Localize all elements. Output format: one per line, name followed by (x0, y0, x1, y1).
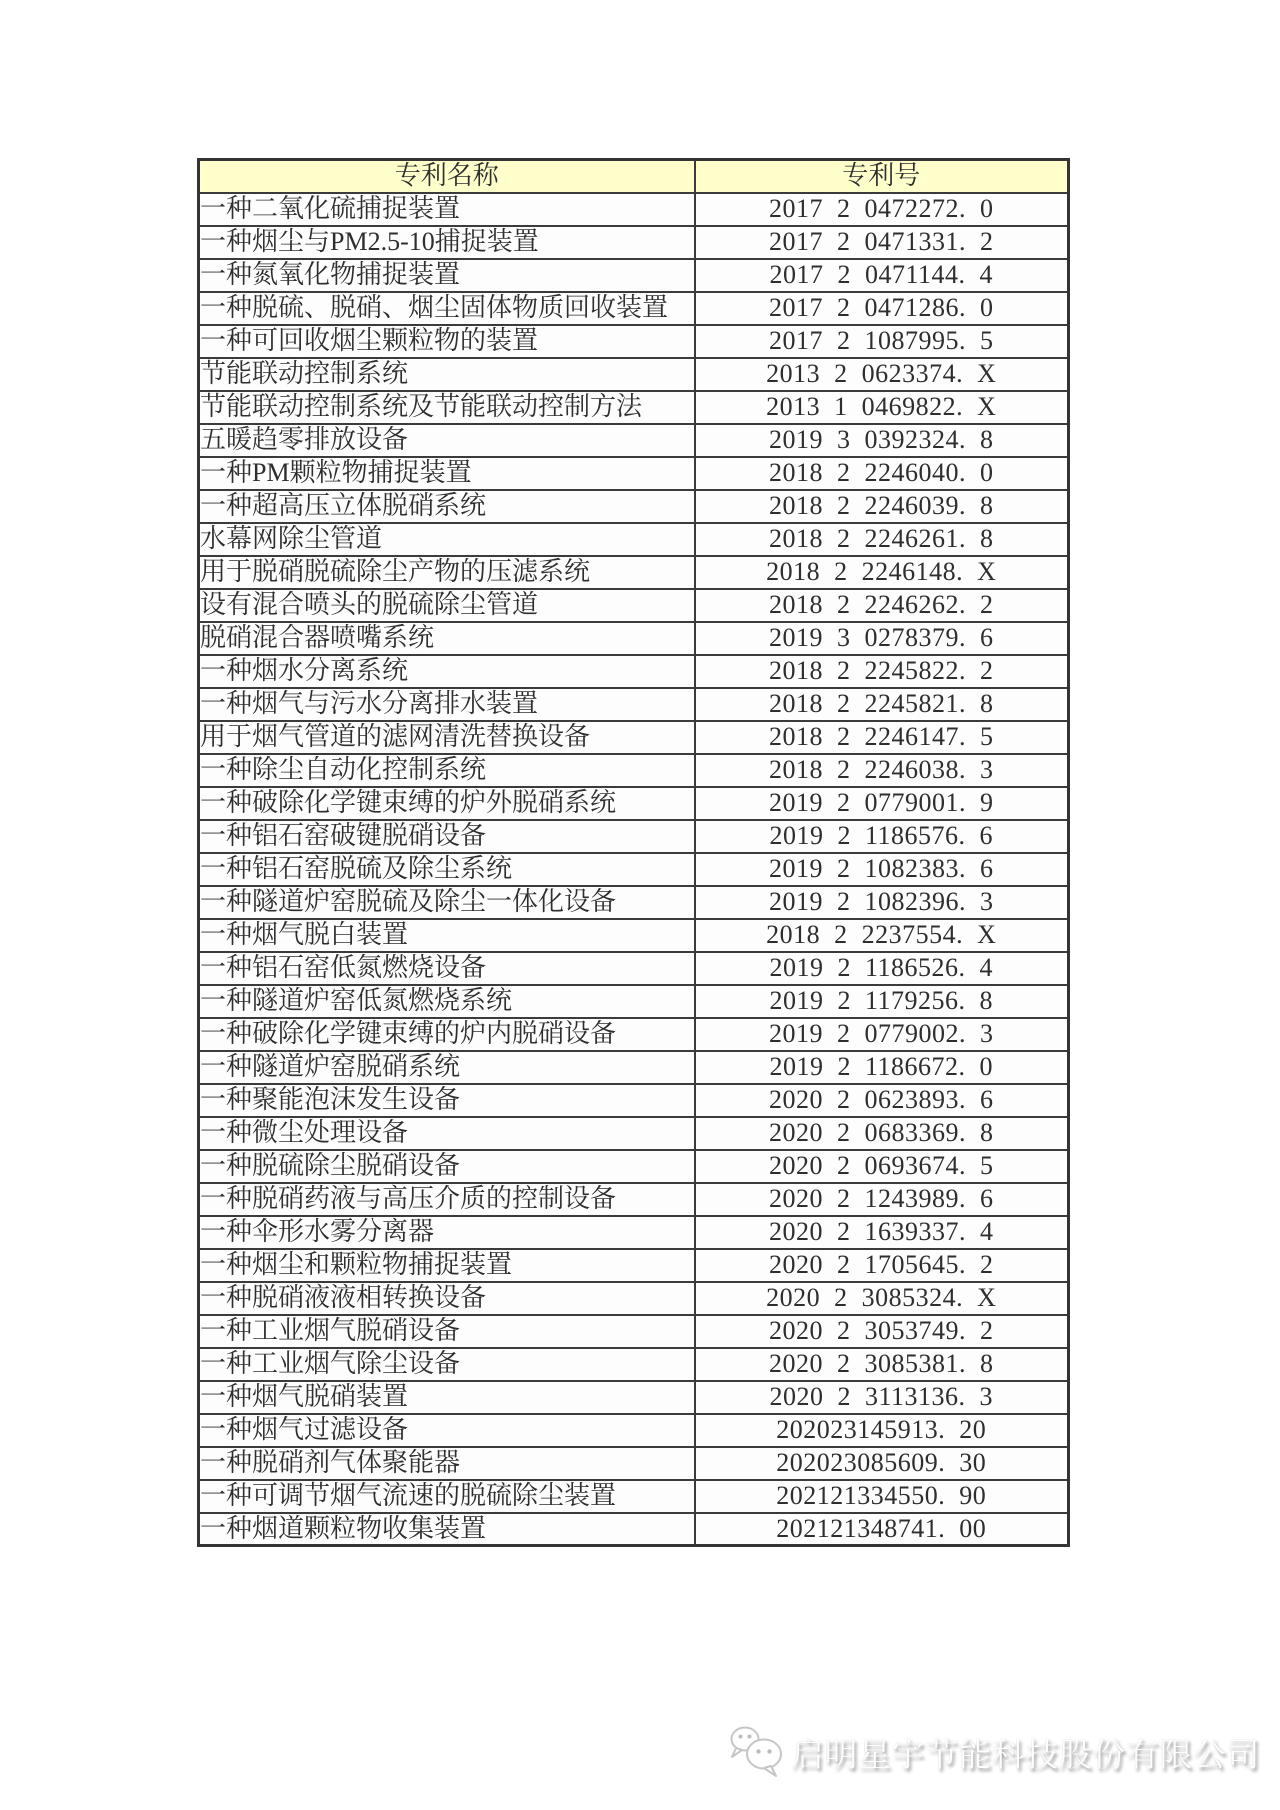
patent-number-cell: 2020 2 1243989. 6 (695, 1183, 1069, 1216)
table-row (199, 787, 1069, 820)
table-row (199, 1249, 1069, 1282)
table-row (199, 952, 1069, 985)
table-row (199, 391, 1069, 424)
table-row (199, 589, 1069, 622)
table-row (199, 193, 1069, 226)
patent-number-cell: 202121334550. 90 (695, 1480, 1069, 1513)
patent-name-cell: 一种烟尘和颗粒物捕捉装置 (199, 1249, 695, 1282)
patent-name-cell: 水幕网除尘管道 (199, 523, 695, 556)
patent-number-cell: 202023085609. 30 (695, 1447, 1069, 1480)
patent-name-cell: 一种工业烟气脱硝设备 (199, 1315, 695, 1348)
patent-name-cell: 节能联动控制系统 (199, 358, 695, 391)
patent-number-cell: 2013 2 0623374. X (695, 358, 1069, 391)
patent-name-cell: 一种可调节烟气流速的脱硫除尘装置 (199, 1480, 695, 1513)
patent-name-cell: 一种除尘自动化控制系统 (199, 754, 695, 787)
patent-number-cell: 2020 2 0693674. 5 (695, 1150, 1069, 1183)
patent-number-cell: 2018 2 2246148. X (695, 556, 1069, 589)
patent-number-cell: 2020 2 3113136. 3 (695, 1381, 1069, 1414)
patent-name-cell: 用于脱硝脱硫除尘产物的压滤系统 (199, 556, 695, 589)
table-row (199, 655, 1069, 688)
patent-name-cell: 一种隧道炉窑低氮燃烧系统 (199, 985, 695, 1018)
patent-number-cell: 2019 2 1186576. 6 (695, 820, 1069, 853)
patent-table (197, 158, 1070, 1547)
patent-name-cell: 一种隧道炉窑脱硫及除尘一体化设备 (199, 886, 695, 919)
patent-name-cell: 一种脱硝剂气体聚能器 (199, 1447, 695, 1480)
patent-number-cell: 2019 3 0278379. 6 (695, 622, 1069, 655)
patent-name-cell: 一种微尘处理设备 (199, 1117, 695, 1150)
patent-name-cell: 五暖趋零排放设备 (199, 424, 695, 457)
patent-number-cell: 2018 2 2246040. 0 (695, 457, 1069, 490)
patent-number-cell: 2020 2 3085381. 8 (695, 1348, 1069, 1381)
wechat-icon (726, 1724, 786, 1780)
table-row (199, 1315, 1069, 1348)
patent-name-cell: 一种破除化学键束缚的炉内脱硝设备 (199, 1018, 695, 1051)
patent-number-cell: 2018 2 2246261. 8 (695, 523, 1069, 556)
patent-name-cell: 一种烟气脱硝装置 (199, 1381, 695, 1414)
table-row (199, 1018, 1069, 1051)
table-row (199, 1513, 1069, 1546)
patent-number-cell: 2017 2 0471286. 0 (695, 292, 1069, 325)
table-row (199, 490, 1069, 523)
table-row (199, 1348, 1069, 1381)
table-row (199, 754, 1069, 787)
table-row (199, 919, 1069, 952)
patent-name-cell: 用于烟气管道的滤网清洗替换设备 (199, 721, 695, 754)
patent-number-cell: 2017 2 0471331. 2 (695, 226, 1069, 259)
patent-name-cell: 一种铝石窑低氮燃烧设备 (199, 952, 695, 985)
table-row (199, 1447, 1069, 1480)
patent-number-cell: 2018 2 2246147. 5 (695, 721, 1069, 754)
patent-number-cell: 2018 2 2237554. X (695, 919, 1069, 952)
patent-number-cell: 2020 2 3053749. 2 (695, 1315, 1069, 1348)
table-row (199, 1117, 1069, 1150)
patent-name-cell: 设有混合喷头的脱硫除尘管道 (199, 589, 695, 622)
patent-number-cell: 2020 2 1705645. 2 (695, 1249, 1069, 1282)
patent-name-cell: 一种工业烟气除尘设备 (199, 1348, 695, 1381)
patent-number-cell: 2020 2 1639337. 4 (695, 1216, 1069, 1249)
patent-name-cell: 一种烟水分离系统 (199, 655, 695, 688)
table-row (199, 1216, 1069, 1249)
patent-name-cell: 一种铝石窑破键脱硝设备 (199, 820, 695, 853)
patent-name-cell: 一种伞形水雾分离器 (199, 1216, 695, 1249)
patent-number-cell: 2018 2 2245822. 2 (695, 655, 1069, 688)
patent-number-cell: 2018 2 2245821. 8 (695, 688, 1069, 721)
patent-number-cell: 2019 2 1186526. 4 (695, 952, 1069, 985)
patent-number-cell: 2018 2 2246262. 2 (695, 589, 1069, 622)
patent-name-cell: 脱硝混合器喷嘴系统 (199, 622, 695, 655)
patent-number-cell: 202121348741. 00 (695, 1513, 1069, 1546)
patent-name-cell: 一种可回收烟尘颗粒物的装置 (199, 325, 695, 358)
table-row (199, 457, 1069, 490)
patent-number-cell: 2019 2 0779001. 9 (695, 787, 1069, 820)
table-row (199, 358, 1069, 391)
patent-name-cell: 一种氮氧化物捕捉装置 (199, 259, 695, 292)
table-row (199, 985, 1069, 1018)
column-header-patent-number: 专利号 (695, 160, 1069, 193)
table-row (199, 1150, 1069, 1183)
patent-number-cell: 2013 1 0469822. X (695, 391, 1069, 424)
patent-name-cell: 一种脱硝药液与高压介质的控制设备 (199, 1183, 695, 1216)
patent-number-cell: 2019 2 1179256. 8 (695, 985, 1069, 1018)
patent-number-cell: 2018 2 2246038. 3 (695, 754, 1069, 787)
patent-number-cell: 2019 2 1082383. 6 (695, 853, 1069, 886)
patent-name-cell: 一种脱硫、脱硝、烟尘固体物质回收装置 (199, 292, 695, 325)
table-row (199, 424, 1069, 457)
patent-name-cell: 一种脱硫除尘脱硝设备 (199, 1150, 695, 1183)
table-row (199, 1381, 1069, 1414)
patent-number-cell: 202023145913. 20 (695, 1414, 1069, 1447)
patent-name-cell: 一种二氧化硫捕捉装置 (199, 193, 695, 226)
column-header-patent-name: 专利名称 (199, 160, 695, 193)
table-row (199, 325, 1069, 358)
table-row (199, 721, 1069, 754)
patent-number-cell: 2019 2 1082396. 3 (695, 886, 1069, 919)
table-row (199, 1480, 1069, 1513)
patent-name-cell: 一种隧道炉窑脱硝系统 (199, 1051, 695, 1084)
patent-number-cell: 2019 3 0392324. 8 (695, 424, 1069, 457)
table-row (199, 853, 1069, 886)
patent-number-cell: 2020 2 3085324. X (695, 1282, 1069, 1315)
table-row (199, 259, 1069, 292)
patent-name-cell: 一种PM颗粒物捕捉装置 (199, 457, 695, 490)
table-row (199, 292, 1069, 325)
table-row (199, 688, 1069, 721)
patent-name-cell: 一种聚能泡沫发生设备 (199, 1084, 695, 1117)
patent-number-cell: 2017 2 1087995. 5 (695, 325, 1069, 358)
patent-name-cell: 一种烟气脱白装置 (199, 919, 695, 952)
patent-number-cell: 2020 2 0683369. 8 (695, 1117, 1069, 1150)
patent-number-cell: 2017 2 0471144. 4 (695, 259, 1069, 292)
table-row (199, 820, 1069, 853)
company-name: 启明星宇节能科技股份有限公司 (791, 1737, 1260, 1774)
patent-name-cell: 一种破除化学键束缚的炉外脱硝系统 (199, 787, 695, 820)
patent-name-cell: 一种烟尘与PM2.5-10捕捉装置 (199, 226, 695, 259)
patent-number-cell: 2019 2 1186672. 0 (695, 1051, 1069, 1084)
patent-name-cell: 节能联动控制系统及节能联动控制方法 (199, 391, 695, 424)
table-row (199, 226, 1069, 259)
patent-name-cell: 一种烟道颗粒物收集装置 (199, 1513, 695, 1546)
patent-name-cell: 一种烟气与污水分离排水装置 (199, 688, 695, 721)
footer (726, 1720, 1260, 1784)
patent-name-cell: 一种超高压立体脱硝系统 (199, 490, 695, 523)
patent-number-cell: 2018 2 2246039. 8 (695, 490, 1069, 523)
table-row (199, 523, 1069, 556)
patent-number-cell: 2017 2 0472272. 0 (695, 193, 1069, 226)
table-row (199, 1282, 1069, 1315)
table-row (199, 1084, 1069, 1117)
table-row (199, 1183, 1069, 1216)
patent-name-cell: 一种铝石窑脱硫及除尘系统 (199, 853, 695, 886)
patent-name-cell: 一种烟气过滤设备 (199, 1414, 695, 1447)
table-row (199, 1051, 1069, 1084)
header-row (199, 160, 1069, 193)
table-row (199, 886, 1069, 919)
patent-number-cell: 2020 2 0623893. 6 (695, 1084, 1069, 1117)
table-row (199, 622, 1069, 655)
patent-name-cell: 一种脱硝液液相转换设备 (199, 1282, 695, 1315)
table-row (199, 556, 1069, 589)
table-row (199, 1414, 1069, 1447)
patent-number-cell: 2019 2 0779002. 3 (695, 1018, 1069, 1051)
